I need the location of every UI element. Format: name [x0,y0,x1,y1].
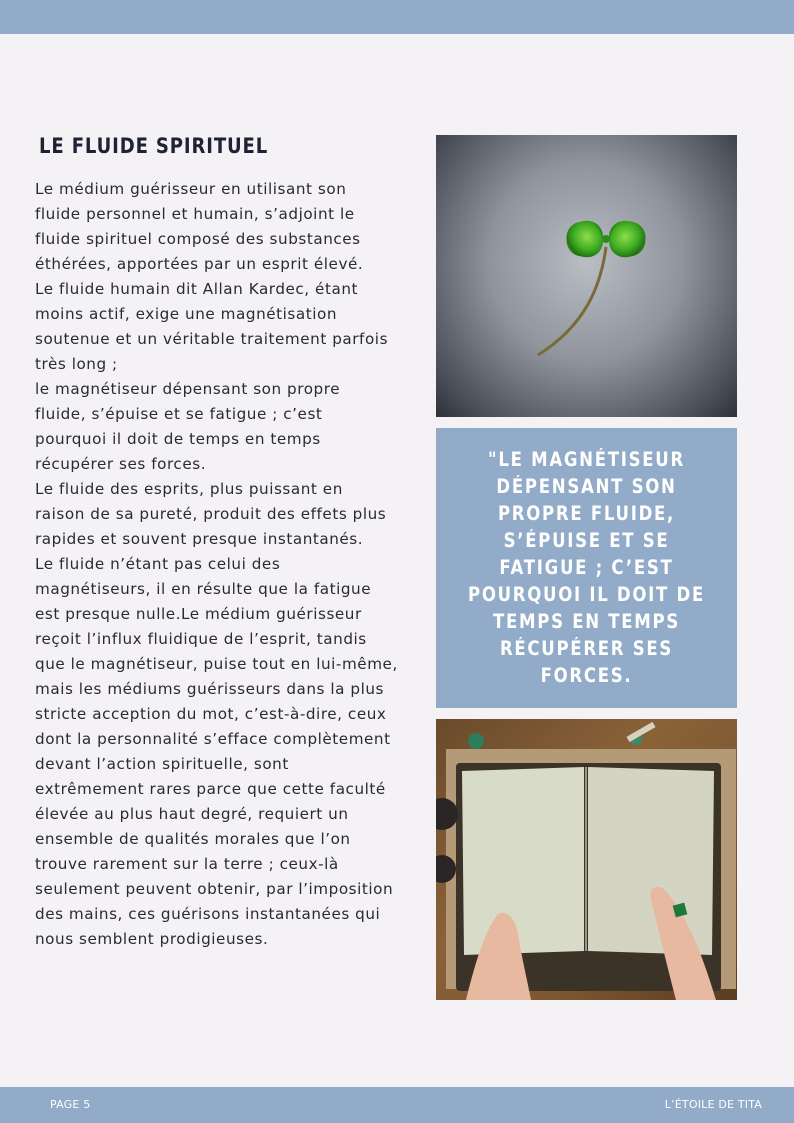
body-line: moins actif, exige une magnétisation [35,305,338,323]
body-line: pourquoi il doit de temps en temps [35,430,321,448]
body-line: des mains, ces guérisons instantanées qui [35,905,381,923]
body-line: est presque nulle.Le médium guérisseur [35,605,362,623]
body-line: nous semblent prodigieuses. [35,930,269,948]
body-line: devant l’action spirituelle, sont [35,755,289,773]
body-line: fluide spirituel composé des substances [35,230,361,248]
publication-name: L’ÉTOILE DE TITA [664,1098,762,1111]
quote-line: PROPRE FLUIDE, [497,502,676,525]
quote-line: DÉPENSANT SON [496,475,677,498]
quote-line: FORCES. [540,664,633,687]
body-line: mais les médiums guérisseurs dans la plus [35,680,384,698]
page-title: LE FLUIDE SPIRITUEL [39,134,269,158]
page-number: PAGE 5 [50,1098,91,1111]
body-line: Le médium guérisseur en utilisant son [35,180,347,198]
body-line: élevée au plus haut degré, requiert un [35,805,349,823]
quote-line: RÉCUPÉRER SES [499,637,674,660]
body-line: rapides et souvent presque instantanés. [35,530,364,548]
body-line: stricte acception du mot, c’est-à-dire, ceux [35,705,387,723]
pull-quote [436,446,737,689]
pull-quote-box [436,428,737,708]
body-line: soutenue et un véritable traitement parfois [35,330,389,348]
body-line: très long ; [35,355,118,373]
quote-line: FATIGUE ; C’EST [499,556,674,579]
body-line: raison de sa pureté, produit des effets plus [35,505,387,523]
article-body [35,177,397,952]
open-book-hands-photo [436,719,737,1000]
body-line: fluide, s’épuise et se fatigue ; c’est [35,405,323,423]
four-leaf-clover-photo [436,135,737,417]
body-line: Le fluide n’étant pas celui des [35,555,281,573]
quote-line: "LE MAGNÉTISEUR [488,448,685,471]
body-line: reçoit l’influx fluidique de l’esprit, tandis [35,630,367,648]
top-banner [0,0,794,34]
body-line: fluide personnel et humain, s’adjoint le [35,205,355,223]
body-line: extrêmement rares parce que cette faculté [35,780,386,798]
body-line: dont la personnalité s’efface complètement [35,730,391,748]
quote-line: POURQUOI IL DOIT DE [467,583,706,606]
body-line: que le magnétiseur, puise tout en lui-même, [35,655,398,673]
body-line: magnétiseurs, il en résulte que la fatigue [35,580,372,598]
body-line: éthérées, apportées par un esprit élevé. [35,255,364,273]
body-line: Le fluide des esprits, plus puissant en [35,480,343,498]
body-line: récupérer ses forces. [35,455,207,473]
body-line: ensemble de qualités morales que l’on [35,830,351,848]
body-line: le magnétiseur dépensant son propre [35,380,341,398]
body-line: seulement peuvent obtenir, par l’imposition [35,880,394,898]
quote-line: TEMPS EN TEMPS [493,610,680,633]
body-line: trouve rarement sur la terre ; ceux-là [35,855,339,873]
body-line: Le fluide humain dit Allan Kardec, étant [35,280,358,298]
quote-line: S’ÉPUISE ET SE [503,529,670,552]
